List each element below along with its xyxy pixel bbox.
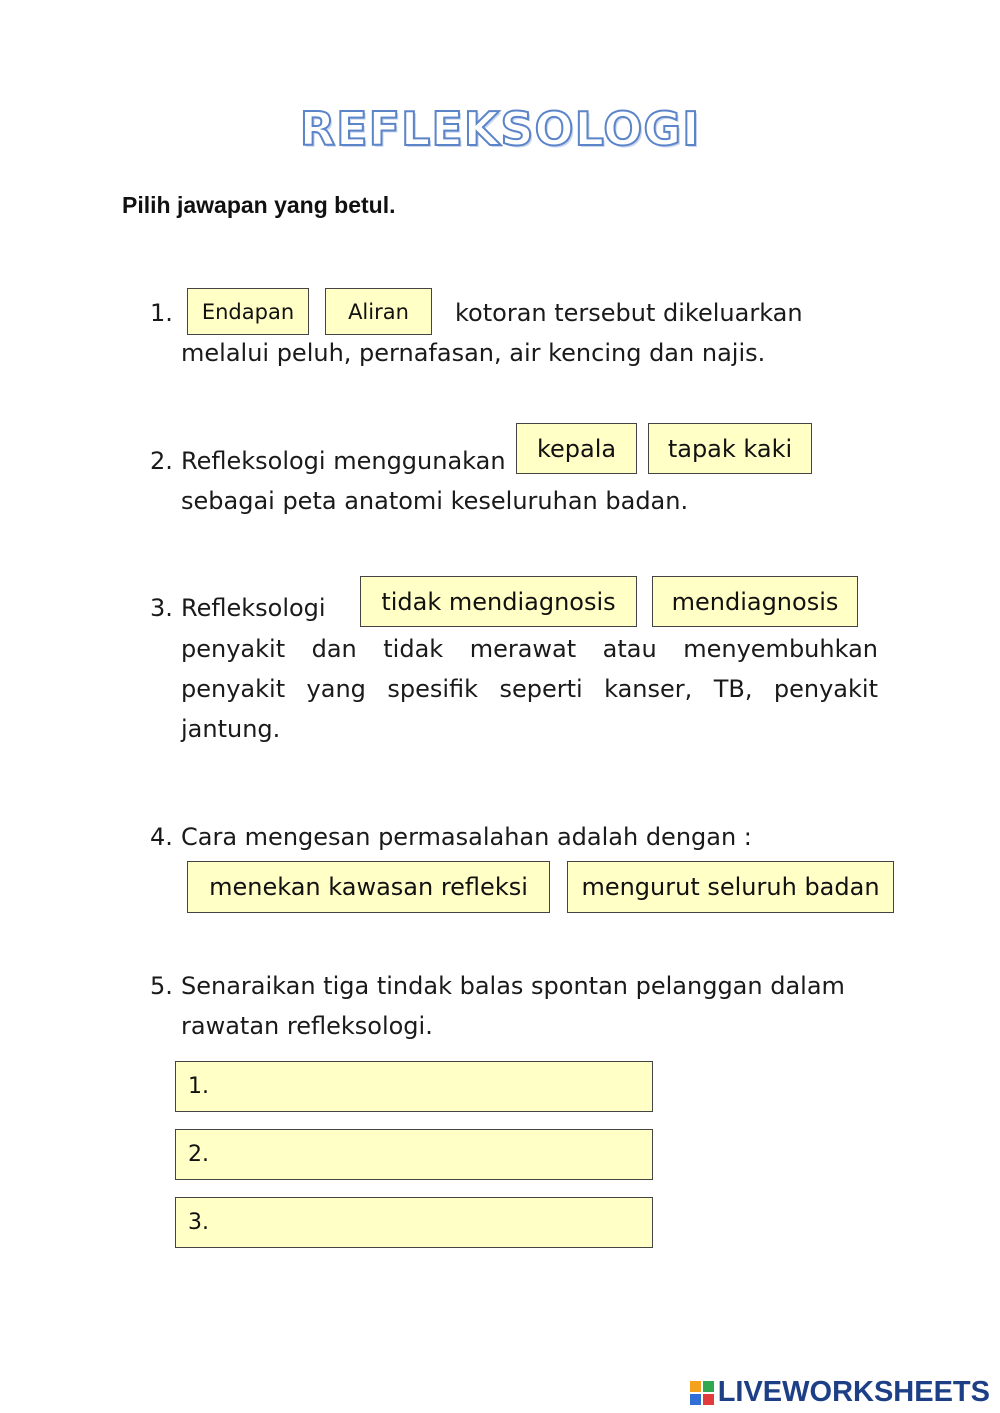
q3-number: 3. (150, 594, 173, 622)
q2-number: 2. (150, 447, 173, 475)
q2-option-tapak-kaki[interactable]: tapak kaki (648, 423, 812, 474)
q1-text-line2: melalui peluh, pernafasan, air kencing dan najis. (181, 339, 766, 367)
worksheet-title: REFLEKSOLOGI (299, 102, 701, 156)
q1-number: 1. (150, 299, 173, 327)
q1-option-endapan[interactable]: Endapan (187, 288, 309, 335)
q4-number: 4. (150, 823, 173, 851)
q2-text-before: Refleksologi menggunakan (181, 447, 506, 475)
logo-text: LIVEWORKSHEETS (717, 1376, 990, 1408)
q3-option-tidak-mendiagnosis[interactable]: tidak mendiagnosis (360, 576, 637, 627)
q1-option-aliran[interactable]: Aliran (325, 288, 432, 335)
q5-text-line2: rawatan refleksologi. (181, 1012, 433, 1040)
q3-option-mendiagnosis[interactable]: mendiagnosis (652, 576, 858, 627)
liveworksheets-logo (690, 1376, 990, 1409)
q4-option-menekan-kawasan-refleksi[interactable]: menekan kawasan refleksi (187, 861, 550, 913)
q3-text-paragraph: penyakit dan tidak merawat atau menyembuhkan penyakit yang spesifik seperti kanser, TB, penyakit jantung. (181, 635, 878, 743)
q2-text-line2: sebagai peta anatomi keseluruhan badan. (181, 487, 689, 515)
q5-answer-field-2[interactable]: 2. (175, 1129, 653, 1180)
q5-answer-field-3[interactable]: 3. (175, 1197, 653, 1248)
liveworksheets-logo-icon (690, 1381, 714, 1405)
q2-option-kepala[interactable]: kepala (516, 423, 637, 474)
q4-option-mengurut-seluruh-badan[interactable]: mengurut seluruh badan (567, 861, 894, 913)
instruction-text: Pilih jawapan yang betul. (122, 192, 396, 218)
q1-text-after: kotoran tersebut dikeluarkan (455, 299, 803, 327)
q3-text-before: Refleksologi (181, 594, 326, 622)
q5-answer-field-1[interactable]: 1. (175, 1061, 653, 1112)
q5-text-line1: Senaraikan tiga tindak balas spontan pelanggan dalam (181, 972, 845, 1000)
q4-text: Cara mengesan permasalahan adalah dengan : (181, 823, 752, 851)
q5-number: 5. (150, 972, 173, 1000)
